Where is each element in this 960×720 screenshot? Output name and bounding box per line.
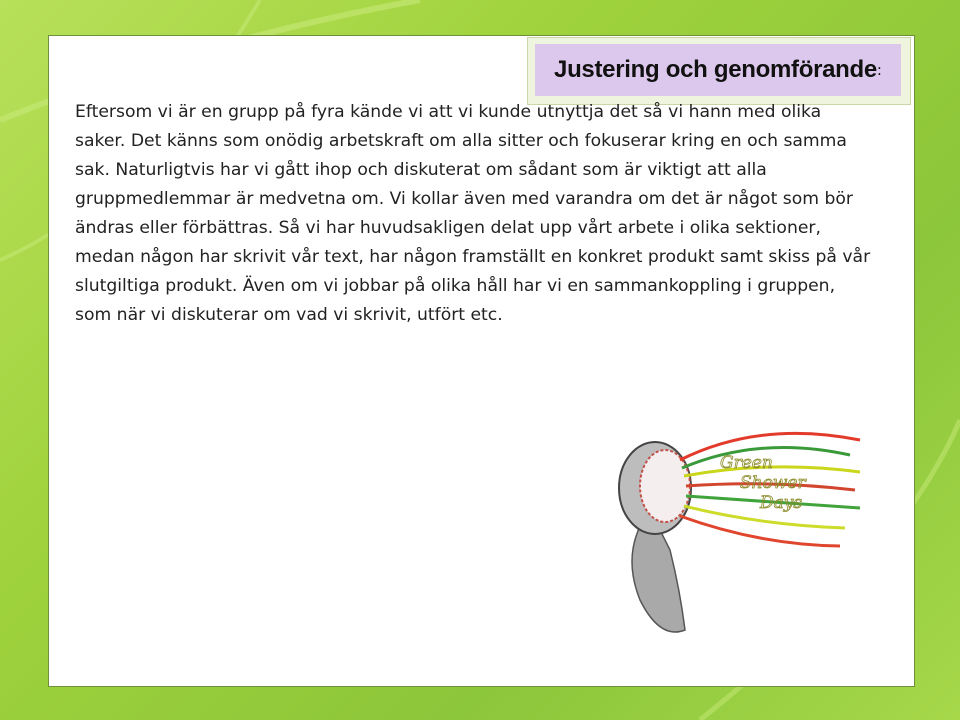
title-banner (535, 44, 901, 96)
slide-title: Justering och genomförande (554, 56, 877, 83)
logo-word-green: Green (720, 453, 773, 473)
title-colon: : (876, 61, 882, 79)
title-box (527, 37, 911, 105)
logo-word-days: Days (760, 493, 803, 513)
logo-word-shower: Shower (740, 473, 806, 493)
slide-body-text: Eftersom vi är en grupp på fyra kände vi att vi kunde utnyttja det så vi hann med olika saker. Det känns som onödig arbetskraft om alla sitter och fokuserar kring en och samma sak. Naturligtvis har vi gått ihop och diskuterat om sådant som är viktigt att alla gruppmedlemmar är medvetna om. Vi kollar även med varandra om det är något som bör ändras eller förbättras. Så vi har huvudsakligen delat upp vårt arbete i olika sektioner, medan någon har skrivit vår text, har någon framställt en konkret produkt samt skiss på vår slutgiltiga produkt. Även om vi jobbar på olika håll har vi en sammankoppling i gruppen, som när vi diskuterar om vad vi skrivit, utfört etc. (75, 102, 871, 325)
shower-sketch-illustration (610, 410, 870, 640)
